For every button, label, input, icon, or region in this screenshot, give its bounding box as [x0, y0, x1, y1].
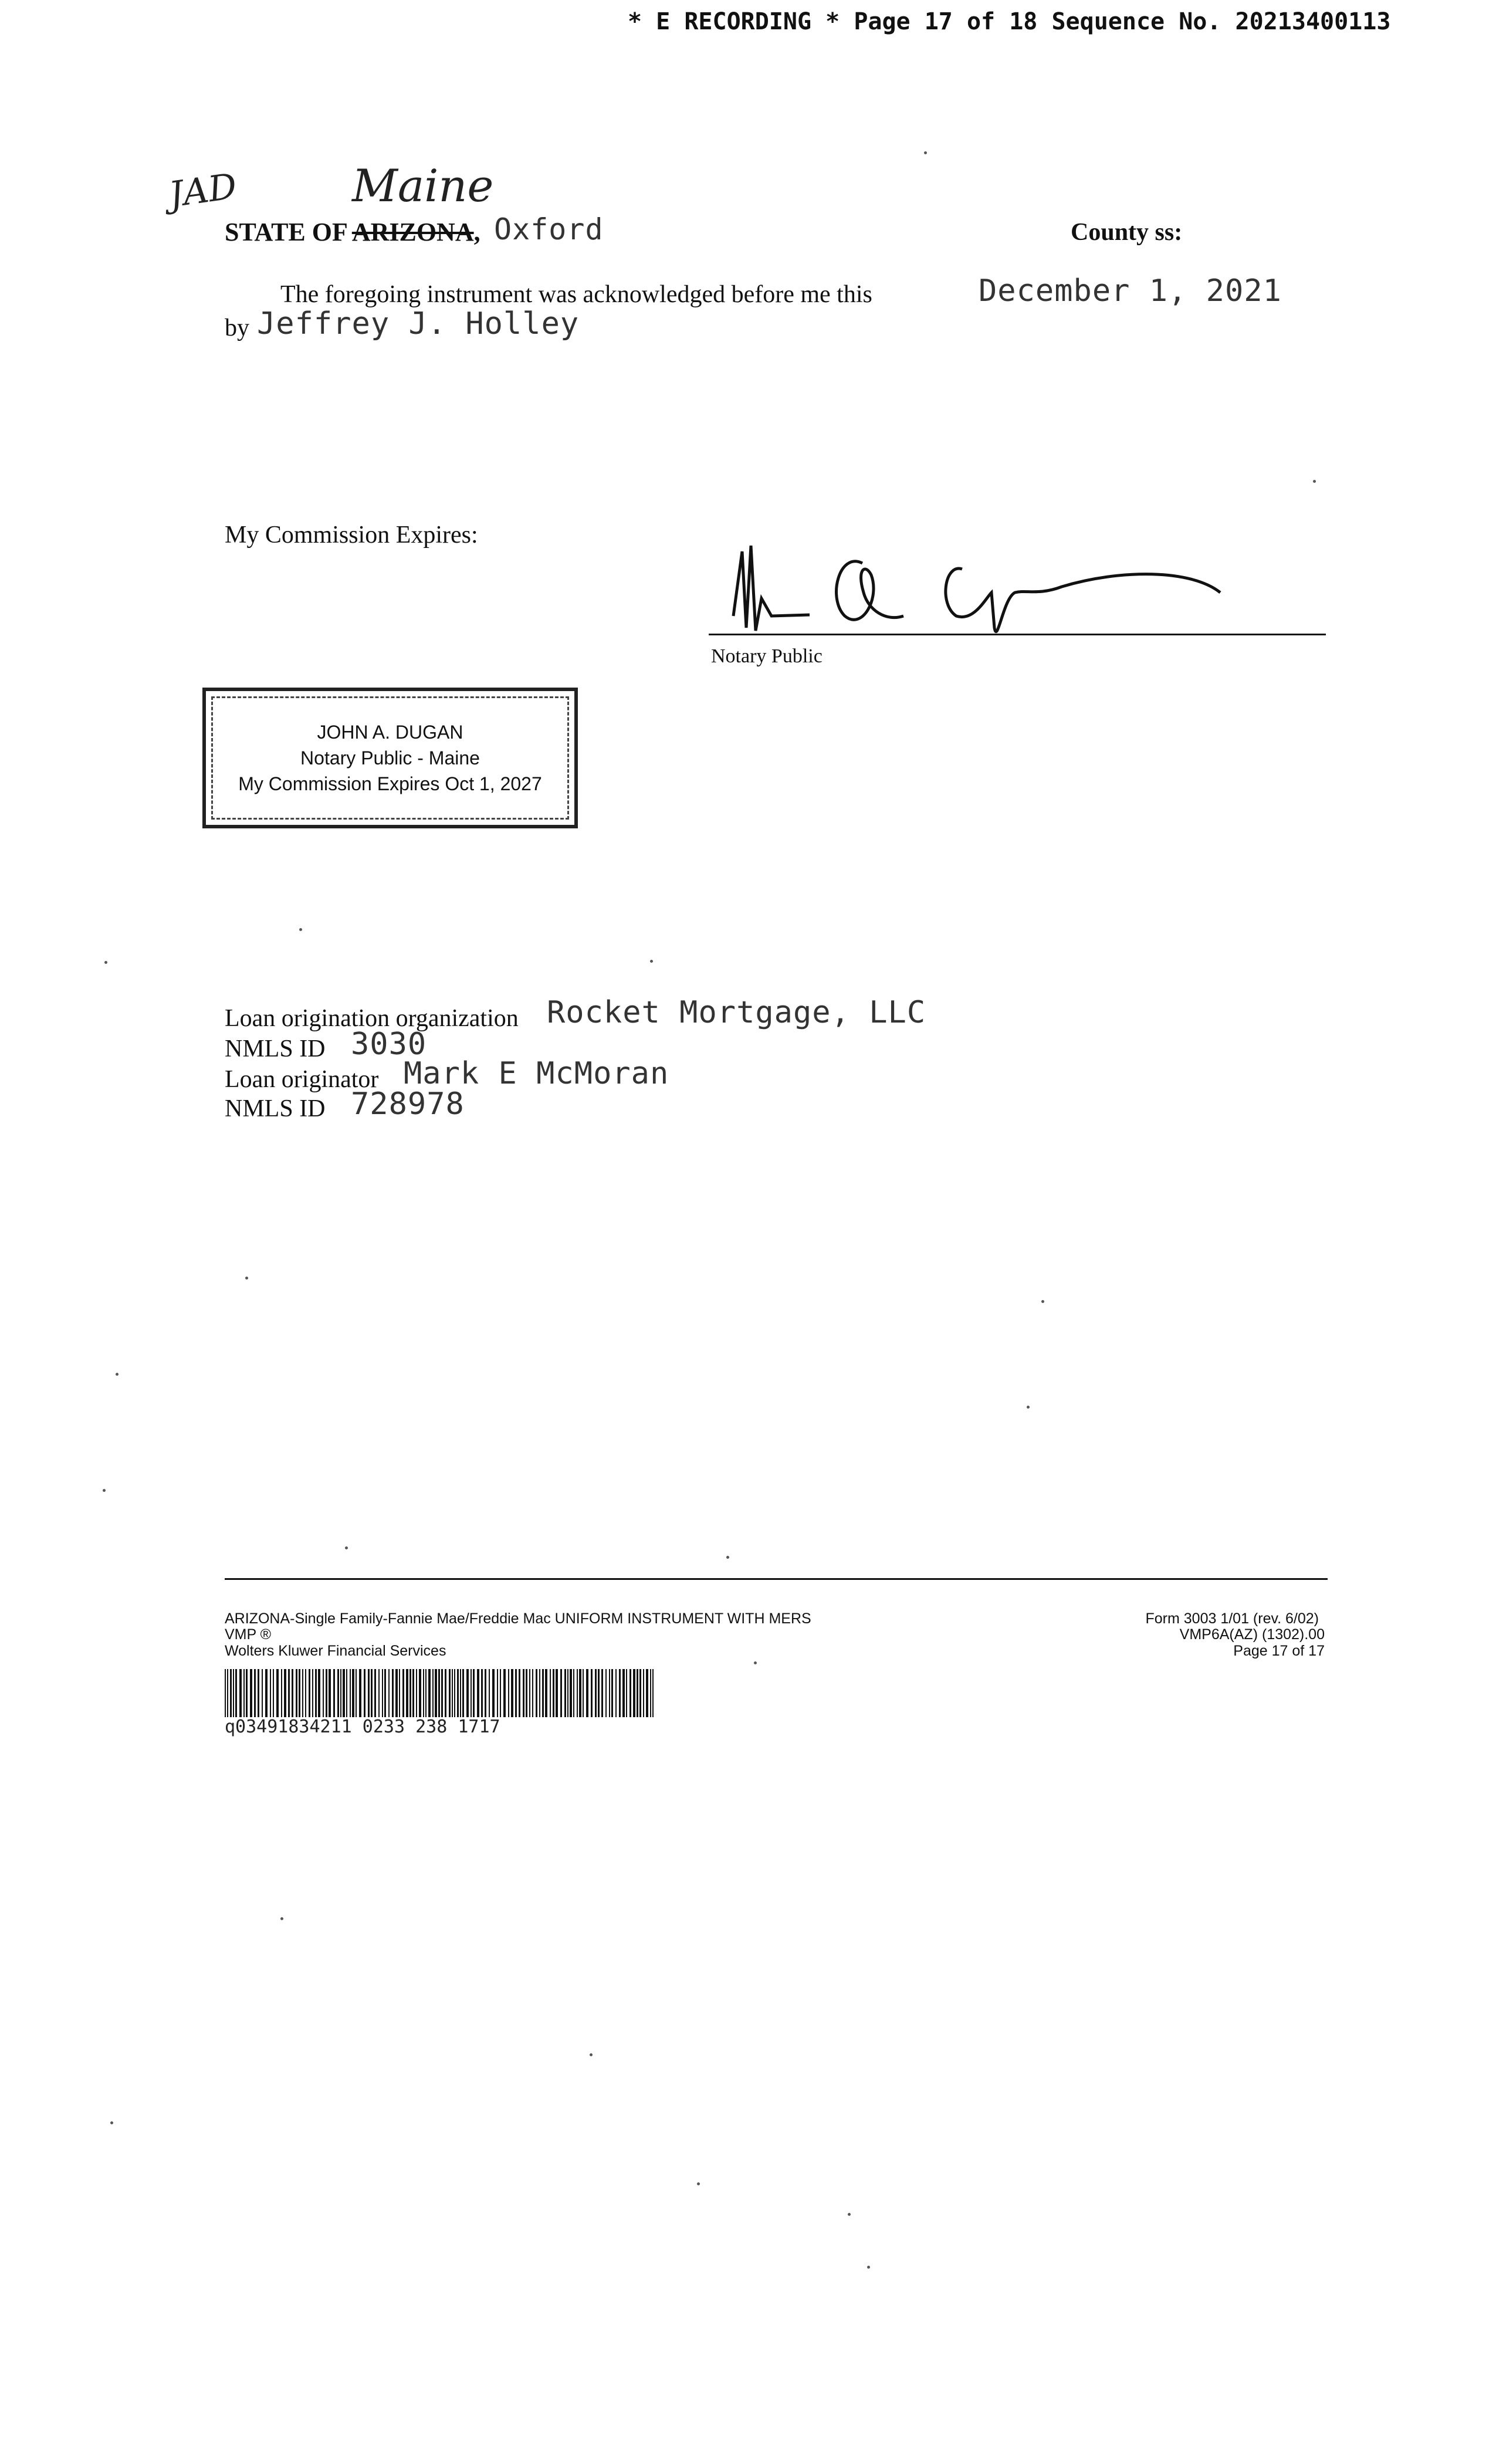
barcode-bar [395, 1669, 398, 1717]
struck-state: ARIZONA [351, 218, 474, 246]
barcode-bar [302, 1669, 303, 1717]
barcode-bar [629, 1669, 631, 1717]
barcode-bar [246, 1669, 248, 1717]
barcode-bar [595, 1669, 597, 1717]
scan-speck [245, 1277, 248, 1280]
barcode-bar [460, 1669, 461, 1717]
state-line [225, 217, 480, 247]
handwritten-initials: JAD [166, 165, 239, 216]
barcode-bar [329, 1669, 331, 1717]
scan-speck [754, 1661, 757, 1664]
recording-header: * E RECORDING * Page 17 of 18 Sequence No. 20213400113 [628, 8, 1391, 35]
scan-speck [103, 1489, 106, 1492]
barcode-bar [545, 1669, 547, 1717]
barcode-bar [449, 1669, 451, 1717]
commission-expires-label: My Commission Expires: [225, 522, 478, 549]
barcode-bar [239, 1669, 242, 1717]
scan-speck [110, 2121, 113, 2124]
by-label: by [225, 314, 249, 341]
barcode-bar [500, 1669, 501, 1717]
loan-org-value: Rocket Mortgage, LLC [547, 995, 926, 1030]
barcode-bar [423, 1669, 424, 1717]
barcode-bar [371, 1669, 373, 1717]
scan-speck [867, 2266, 870, 2269]
barcode-bar [265, 1669, 268, 1717]
scan-speck [848, 2213, 851, 2216]
barcode-bar [359, 1669, 361, 1717]
barcode-bar [292, 1669, 293, 1717]
barcode-bar [542, 1669, 544, 1717]
barcode-bar [515, 1669, 517, 1717]
barcode-bar [536, 1669, 537, 1717]
barcode-bar [643, 1669, 644, 1717]
scan-speck [280, 1917, 283, 1920]
barcode-bar [356, 1669, 357, 1717]
barcode-bar [570, 1669, 572, 1717]
barcode-bar [471, 1669, 472, 1717]
county-label: County ss: [1071, 219, 1183, 246]
footer-page: Page 17 of 17 [1233, 1643, 1325, 1659]
barcode-bar [428, 1669, 431, 1717]
barcode-bar [553, 1669, 554, 1717]
barcode-bar [235, 1669, 237, 1717]
barcode-bar [622, 1669, 625, 1717]
barcode-bar [598, 1669, 600, 1717]
loan-originator-label: Loan originator [225, 1066, 379, 1093]
barcode-bar [481, 1669, 483, 1717]
barcode-bar [326, 1669, 327, 1717]
notary-public-label: Notary Public [711, 645, 823, 667]
barcode-bar [523, 1669, 524, 1717]
stamp-name: JOHN A. DUGAN [317, 722, 463, 743]
barcode-bar [425, 1669, 427, 1717]
barcode-bar [577, 1669, 578, 1717]
barcode-bar [462, 1669, 464, 1717]
barcode-bar [388, 1669, 390, 1717]
barcode-bar [254, 1669, 256, 1717]
footer-line2: VMP ® [225, 1626, 272, 1643]
barcode-bar [605, 1669, 607, 1717]
barcode-bar [227, 1669, 228, 1717]
barcode-bar [374, 1669, 376, 1717]
barcode-bar [233, 1669, 234, 1717]
barcode-bar [230, 1669, 232, 1717]
barcode-bar [526, 1669, 527, 1717]
barcode-bar [273, 1669, 274, 1717]
barcode-bar [560, 1669, 562, 1717]
scan-speck [299, 928, 302, 931]
barcode-bar [406, 1669, 408, 1717]
barcode-bar [586, 1669, 588, 1717]
barcode-bar [583, 1669, 584, 1717]
barcode-bar [573, 1669, 574, 1717]
barcode-bar [556, 1669, 558, 1717]
barcode-bar [489, 1669, 490, 1717]
barcode-bar [250, 1669, 252, 1717]
stamp-expires: My Commission Expires Oct 1, 2027 [238, 773, 542, 794]
barcode-bar [243, 1669, 245, 1717]
handwritten-state: Maine [352, 160, 494, 212]
barcode-bar [318, 1669, 320, 1717]
barcode-bar [473, 1669, 475, 1717]
stamp-title: Notary Public - Maine [300, 747, 480, 769]
foregoing-text: The foregoing instrument was acknowledged before me this [280, 281, 872, 308]
loan-originator-value: Mark E McMoran [404, 1056, 669, 1091]
scan-speck [1027, 1406, 1030, 1409]
barcode-bar [337, 1669, 339, 1717]
originator-nmls-value: 728978 [351, 1087, 465, 1122]
scan-speck [1313, 480, 1316, 483]
signer-name: Jeffrey J. Holley [257, 306, 580, 341]
barcode-bar [539, 1669, 540, 1717]
scan-speck [924, 151, 927, 154]
scan-speck [697, 2182, 700, 2185]
barcode-bar [457, 1669, 459, 1717]
loan-org-label: Loan origination organization [225, 1005, 519, 1032]
barcode-bar [477, 1669, 479, 1717]
signature-line [709, 634, 1326, 635]
barcode-bar [445, 1669, 446, 1717]
barcode-bar [567, 1669, 568, 1717]
barcode-bar [340, 1669, 341, 1717]
barcode-bar [503, 1669, 506, 1717]
barcode-bar [466, 1669, 469, 1717]
scan-speck [590, 2053, 593, 2056]
barcode-bar [441, 1669, 443, 1717]
barcode-bar [382, 1669, 383, 1717]
org-nmls-value: 3030 [351, 1027, 427, 1062]
scan-speck [650, 960, 653, 963]
barcode-bar [454, 1669, 455, 1717]
barcode-bar [626, 1669, 627, 1717]
barcode-bar [323, 1669, 324, 1717]
barcode-bar [611, 1669, 613, 1717]
barcode-bar [452, 1669, 453, 1717]
scan-speck [1041, 1300, 1044, 1303]
barcode-bar [392, 1669, 394, 1717]
barcode-bar [384, 1669, 386, 1717]
org-nmls-label: NMLS ID [225, 1035, 326, 1062]
barcode-bar [299, 1669, 300, 1717]
barcode-bar [652, 1669, 654, 1717]
barcode-bar [296, 1669, 297, 1717]
barcode-bar [639, 1669, 641, 1717]
barcode-bar [432, 1669, 434, 1717]
barcode-bar [419, 1669, 421, 1717]
state-prefix: STATE OF [225, 218, 347, 246]
scan-speck [345, 1546, 348, 1549]
barcode-bar [225, 1669, 226, 1717]
barcode-bar [315, 1669, 317, 1717]
barcode-bar [312, 1669, 313, 1717]
barcode-bar [402, 1669, 404, 1717]
barcode-bar [309, 1669, 310, 1717]
barcode-bar [288, 1669, 290, 1717]
barcode-bar [511, 1669, 513, 1717]
state-comma: , [473, 218, 480, 246]
barcode-bar [305, 1669, 306, 1717]
barcode-bar [532, 1669, 533, 1717]
barcode-bar [497, 1669, 498, 1717]
barcode-bar [591, 1669, 593, 1717]
county-typed: Oxford [494, 212, 604, 246]
footer-rule [225, 1578, 1328, 1580]
footer-form: Form 3003 1/01 (rev. 6/02) [1145, 1610, 1319, 1627]
scan-speck [116, 1373, 119, 1376]
barcode-bar [435, 1669, 437, 1717]
barcode-bar [609, 1669, 610, 1717]
barcode-bar [258, 1669, 259, 1717]
barcode-bar [270, 1669, 271, 1717]
barcode-bar [364, 1669, 365, 1717]
barcode-bar [619, 1669, 621, 1717]
barcode-bar [519, 1669, 520, 1717]
barcode-bar [399, 1669, 400, 1717]
barcode-bar [416, 1669, 417, 1717]
barcode-bar [601, 1669, 603, 1717]
barcode-bar [350, 1669, 351, 1717]
barcode-bar [564, 1669, 566, 1717]
acknowledgment-date: December 1, 2021 [979, 273, 1282, 309]
barcode-bar [646, 1669, 648, 1717]
barcode-bar [284, 1669, 286, 1717]
barcode-bar [637, 1669, 638, 1717]
footer-line1: ARIZONA-Single Family-Fannie Mae/Freddie Mac UNIFORM INSTRUMENT WITH MERS [225, 1610, 811, 1627]
barcode-bar [633, 1669, 635, 1717]
barcode-bar [492, 1669, 495, 1717]
barcode-bar [276, 1669, 279, 1717]
barcode-bar [281, 1669, 282, 1717]
notary-stamp [202, 688, 578, 828]
barcode-bar [508, 1669, 509, 1717]
barcode-bar [412, 1669, 414, 1717]
barcode-bar [529, 1669, 530, 1717]
barcode-bar [352, 1669, 354, 1717]
barcode-bar [346, 1669, 347, 1717]
barcode-bar [378, 1669, 380, 1717]
barcode-bar [409, 1669, 411, 1717]
barcode-bar [438, 1669, 440, 1717]
originator-nmls-label: NMLS ID [225, 1095, 326, 1122]
barcode-text: q03491834211 0233 238 1717 [225, 1717, 500, 1737]
barcode-bar [615, 1669, 617, 1717]
footer-line3: Wolters Kluwer Financial Services [225, 1643, 446, 1659]
barcode-bar [650, 1669, 651, 1717]
barcode-bar [485, 1669, 486, 1717]
barcode-bar [368, 1669, 370, 1717]
barcode-bar [550, 1669, 551, 1717]
barcode-bar [343, 1669, 345, 1717]
barcode [225, 1669, 656, 1717]
barcode-bar [262, 1669, 263, 1717]
barcode-bar [579, 1669, 581, 1717]
barcode-bar [333, 1669, 335, 1717]
scan-speck [726, 1556, 729, 1559]
footer-vmp-code: VMP6A(AZ) (1302).00 [1179, 1626, 1325, 1643]
scan-speck [104, 961, 107, 964]
